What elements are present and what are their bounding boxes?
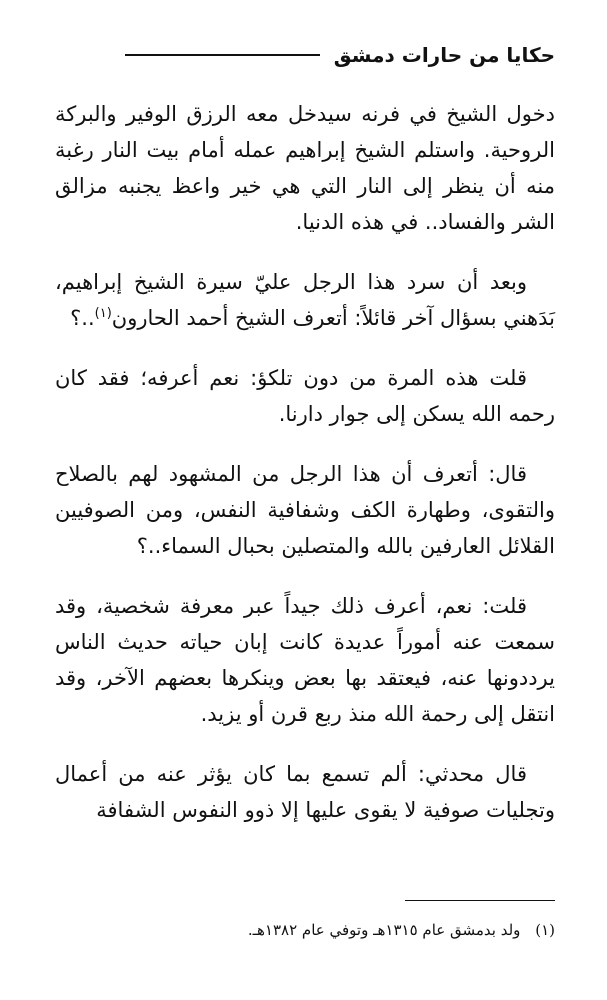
footnote-rule [405, 900, 555, 901]
footnote-number: (١) [535, 921, 555, 939]
paragraph-4: قال: أتعرف أن هذا الرجل من المشهود لهم بالصلاح والتقوى، وطهارة الكف وشفافية النفس، ومن الصوفيين القلائل العارفين بالله والمتصلين بحبال السماء..؟ [55, 462, 555, 558]
paragraph-2 [55, 264, 555, 336]
paragraph-5: قلت: نعم، أعرف ذلك جيداً عبر معرفة شخصية، وقد سمعت عنه أموراً عديدة كانت إبان حياته حديث الناس يرددونها عنه، فيعتقد بها بعض وينكرها بعضهم الآخر، وقد انتقل إلى رحمة الله منذ ربع قرن أو يزيد. [55, 594, 555, 726]
header-title: حكايا من حارات دمشق [333, 43, 555, 67]
footnote [55, 918, 555, 942]
paragraph-6: قال محدثي: ألم تسمع بما كان يؤثر عنه من أعمال وتجليات صوفية لا يقوى عليها إلا ذوو النفوس الشفافة [55, 762, 555, 822]
paragraph-3: قلت هذه المرة من دون تلكؤ: نعم أعرفه؛ فقد كان رحمه الله يسكن إلى جوار دارنا. [55, 366, 555, 426]
paragraph-1: دخول الشيخ في فرنه سيدخل معه الرزق الوفير والبركة الروحية. واستلم الشيخ إبراهيم عمله أمام بيت النار رغبة منه أن ينظر إلى النار التي هي خير واعظ يجنبه مزالق الشر والفساد.. في هذه الدنيا. [55, 102, 555, 234]
paragraph-2-text: وبعد أن سرد هذا الرجل عليّ سيرة الشيخ إبراهيم، بَدَهني بسؤال آخر قائلاً: أتعرف الشيخ أحمد الحارون [55, 270, 555, 330]
footnote-ref[interactable]: (١) [94, 306, 112, 321]
body-text [55, 96, 555, 852]
header-rule [125, 54, 320, 56]
running-header [55, 40, 555, 70]
paragraph-2-tail: ..؟ [70, 306, 95, 330]
footnote-text: ولد بدمشق عام ١٣١٥هـ وتوفي عام ١٣٨٢هـ. [247, 921, 521, 939]
